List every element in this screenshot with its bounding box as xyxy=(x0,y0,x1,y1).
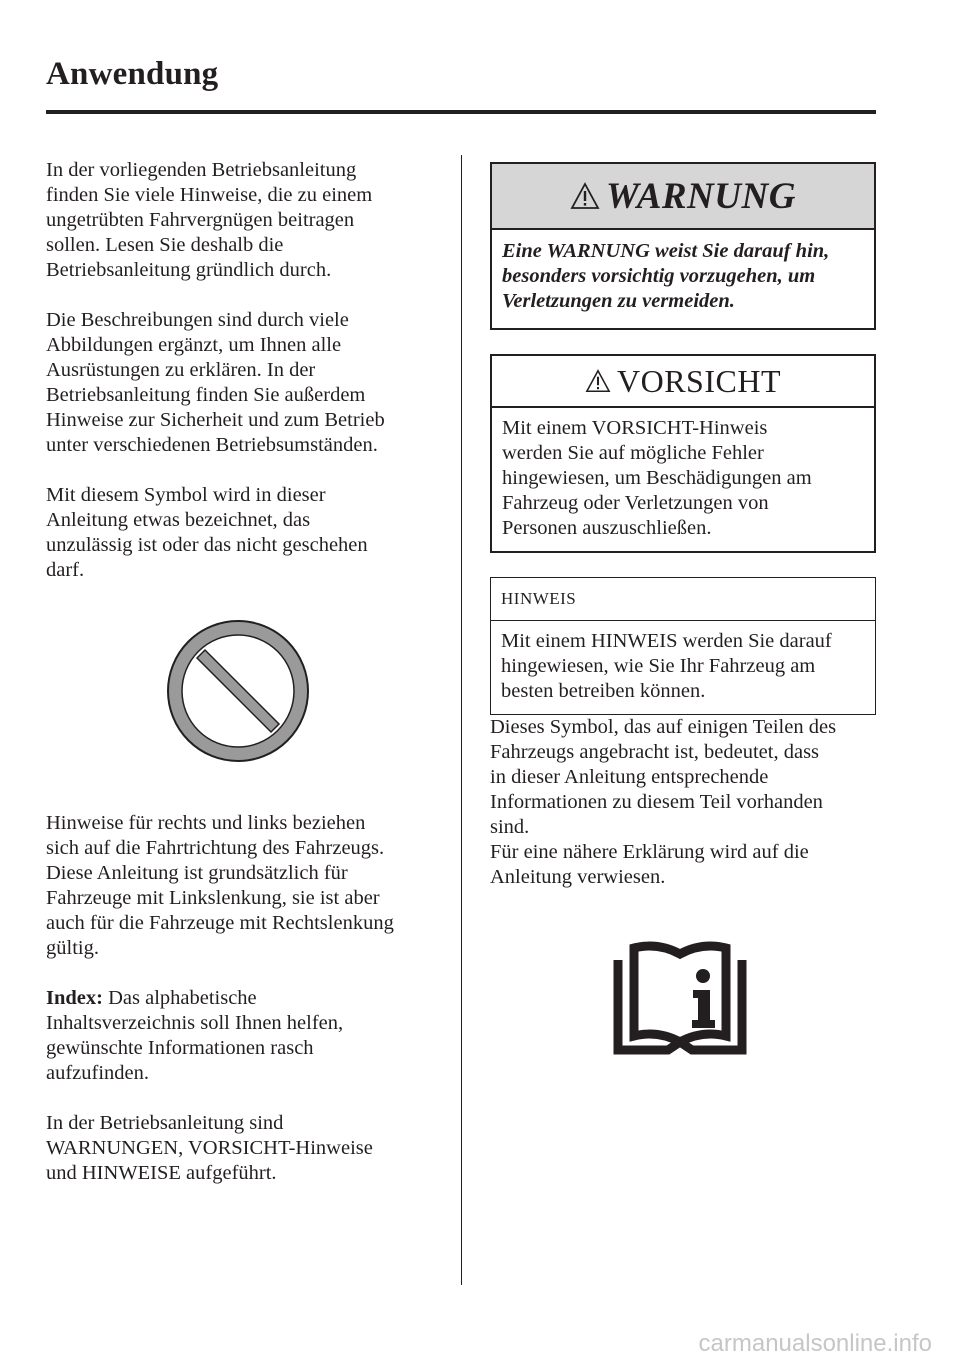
prohibition-icon xyxy=(165,618,311,764)
watermark: carmanualsonline.info xyxy=(698,1330,932,1357)
notices-paragraph: In der Betriebsanleitung sind WARNUNGEN, VORSICHT-Hinweise und HINWEISE aufgeführt. xyxy=(46,1112,373,1184)
index-paragraph xyxy=(46,986,446,1086)
prohibition-symbol xyxy=(46,618,446,768)
direction-paragraph: Hinweise für rechts und links beziehen sich auf die Fahrtrichtung des Fahrzeugs. Diese Anleitung ist grundsätzlich für Fahrzeuge mit Linkslenkung, sie ist aber auch für die Fahrzeuge mit Rechtslenkung gültig. xyxy=(46,812,394,959)
caution-text: Mit einem VORSICHT-Hinweis werden Sie auf mögliche Fehler hingewiesen, um Beschädigungen am Fahrzeug oder Verletzungen von Personen auszuschließen. xyxy=(502,417,812,539)
warning-label: WARNUNG xyxy=(606,175,796,217)
note-header: HINWEIS xyxy=(491,578,875,621)
symbol-paragraph: Dieses Symbol, das auf einigen Teilen des Fahrzeugs angebracht ist, bedeutet, dass in dieser Anleitung entsprechende Informationen zu diesem Teil vorhanden sind. Für eine nähere Erklärung wird auf die Anleitung verwiesen. xyxy=(490,716,837,888)
caution-box xyxy=(490,354,876,553)
warning-box xyxy=(490,162,876,330)
caution-label: VORSICHT xyxy=(616,362,781,399)
caution-header xyxy=(492,356,874,408)
intro-paragraph: In der vorliegenden Betriebsanleitung finden Sie viele Hinweise, die zu einem ungetrübten Fahrvergnügen beitragen sollen. Lesen Sie deshalb die Betriebsanleitung gründlich durch. xyxy=(46,159,373,281)
right-column xyxy=(490,162,876,1058)
manual-book-icon xyxy=(612,938,748,1056)
illustrations-paragraph: Die Beschreibungen sind durch viele Abbildungen ergänzt, um Ihnen alle Ausrüstungen zu erklären. In der Betriebsanleitung finden Sie außerdem Hinweise zur Sicherheit und zum Betrieb unter verschiedenen Betriebsumständen. xyxy=(46,309,385,456)
index-text: Das alphabetische Inhaltsverzeichnis soll Ihnen helfen, gewünschte Informationen rasch aufzufinden. xyxy=(46,987,344,1084)
page-title: Anwendung xyxy=(46,56,219,92)
column-divider xyxy=(461,155,462,1285)
warning-triangle-icon xyxy=(585,369,611,393)
title-rule xyxy=(46,110,876,114)
manual-symbol xyxy=(490,938,876,1058)
note-text: Mit einem HINWEIS werden Sie darauf hingewiesen, wie Sie Ihr Fahrzeug am besten betreiben können. xyxy=(501,630,832,702)
warning-text: Eine WARNUNG weist Sie darauf hin, besonders vorsichtig vorzugehen, um Verletzungen zu vermeiden. xyxy=(492,230,874,328)
index-term: Index: xyxy=(46,987,103,1009)
warning-header xyxy=(492,164,874,230)
note-box xyxy=(490,577,876,715)
left-column xyxy=(46,158,446,1211)
warning-triangle-icon xyxy=(570,182,600,210)
prohibition-paragraph: Mit diesem Symbol wird in dieser Anleitung etwas bezeichnet, das unzulässig ist oder das nicht geschehen darf. xyxy=(46,484,368,581)
